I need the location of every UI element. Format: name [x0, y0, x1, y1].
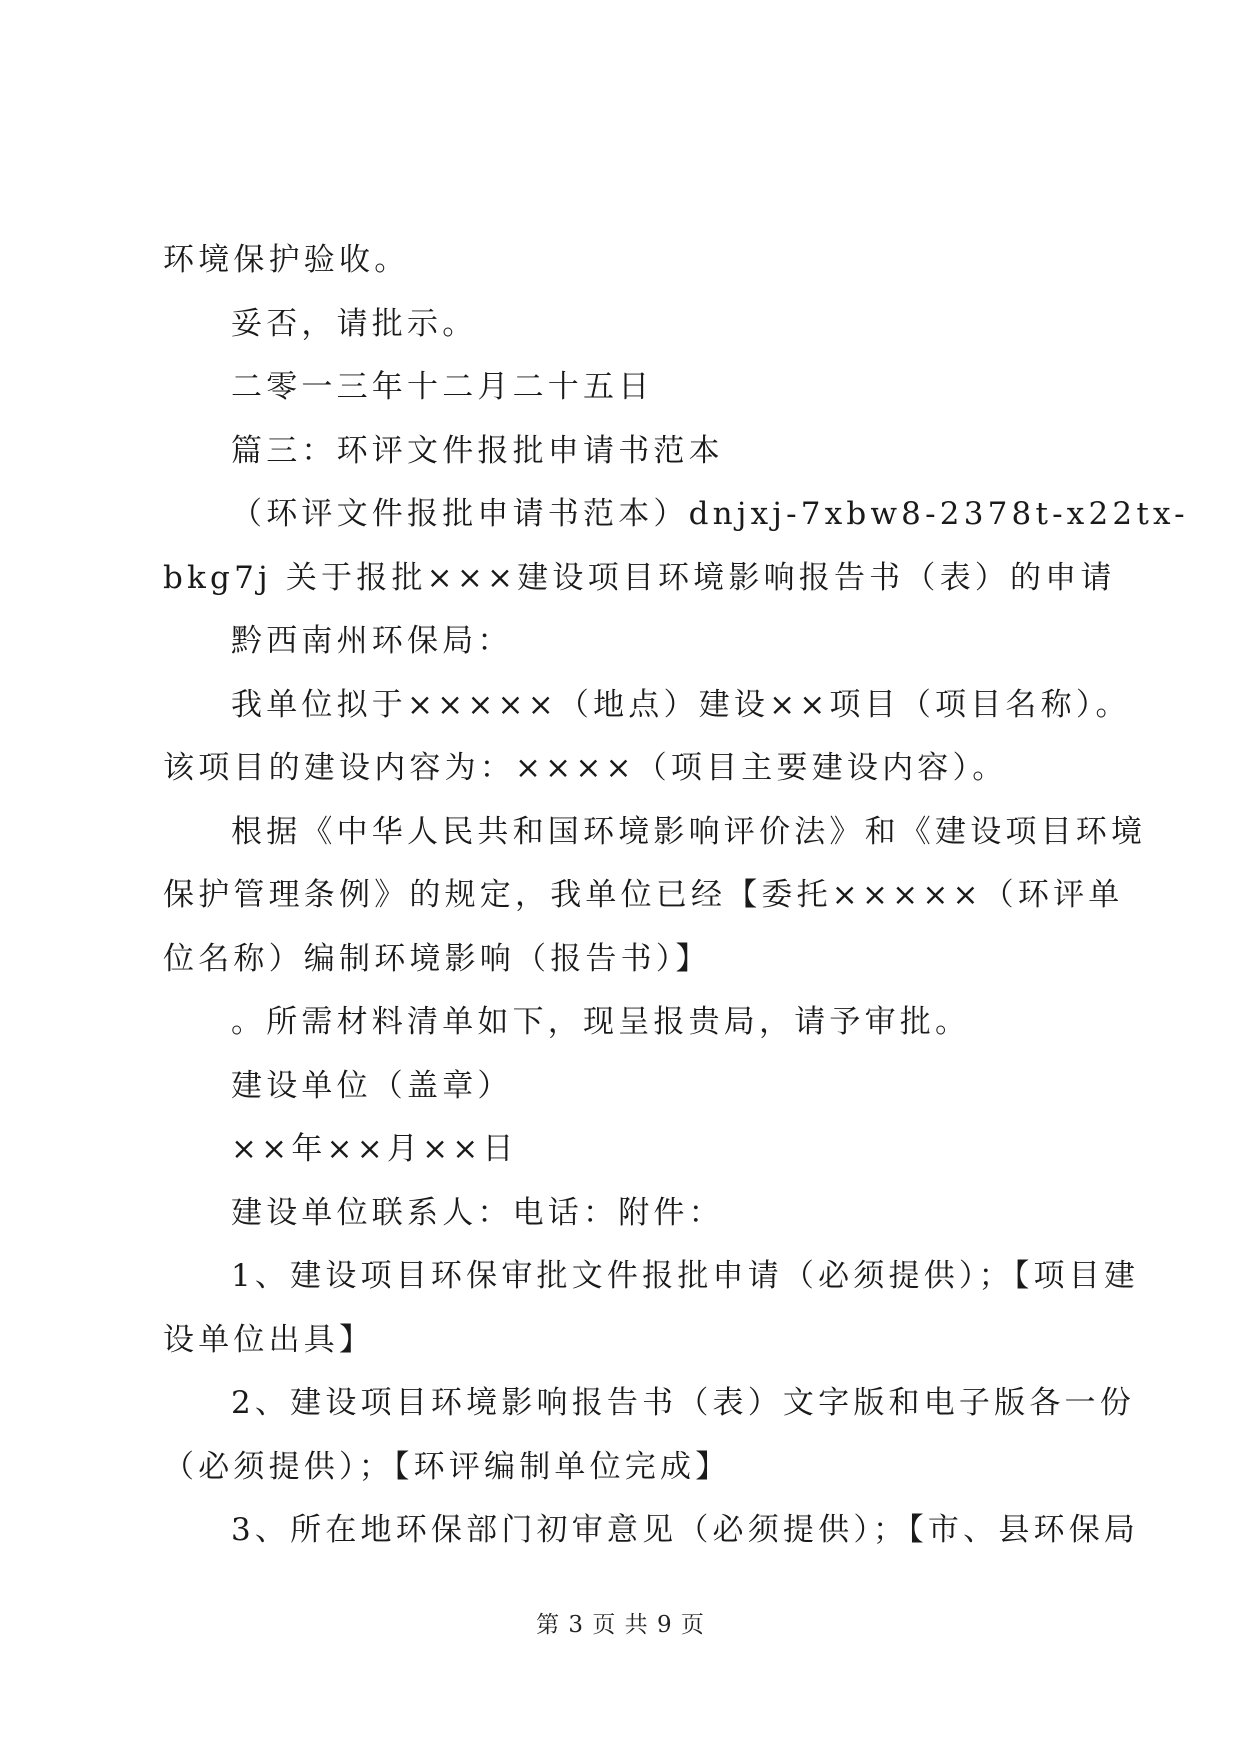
- body-line: 妥否，请批示。: [231, 305, 478, 342]
- list-item: 3、所在地环保部门初审意见（必须提供）；【市、县环保局: [231, 1512, 1140, 1548]
- date-line: ××年××月××日: [231, 1131, 518, 1167]
- list-item: 2、建设项目环境影响报告书（表）文字版和电子版各一份: [231, 1385, 1135, 1421]
- body-line: 我单位拟于×××××（地点）建设××项目（项目名称）。: [231, 686, 1131, 723]
- body-line: 位名称）编制环境影响（报告书）】: [163, 940, 711, 977]
- body-line: bkg7j 关于报批×××建设项目环境影响报告书（表）的申请: [163, 559, 1116, 596]
- body-line: 环境保护验收。: [163, 242, 410, 278]
- body-line: 保护管理条例》的规定，我单位已经【委托×××××（环评单: [163, 877, 1124, 913]
- contact-line: 建设单位联系人：电话：附件：: [231, 1194, 724, 1231]
- page-number-footer: 第 3 页 共 9 页: [536, 1612, 705, 1638]
- list-item-continuation: 设单位出具】: [163, 1321, 375, 1358]
- body-line: （环评文件报批申请书范本）dnjxj-7xbw8-2378t-x22tx-: [231, 496, 1189, 532]
- section-heading: 篇三：环评文件报批申请书范本: [231, 432, 724, 469]
- signature-line: 建设单位（盖章）: [231, 1067, 513, 1104]
- list-item: 1、建设项目环保审批文件报批申请（必须提供）；【项目建: [231, 1258, 1140, 1294]
- body-line: 。所需材料清单如下，现呈报贵局，请予审批。: [231, 1004, 971, 1040]
- addressee-line: 黔西南州环保局：: [231, 623, 513, 659]
- body-line: 该项目的建设内容为：××××（项目主要建设内容）。: [163, 750, 1008, 786]
- body-line: 二零一三年十二月二十五日: [231, 369, 654, 405]
- document-body: [163, 229, 1189, 1563]
- body-line: 根据《中华人民共和国环境影响评价法》和《建设项目环境: [231, 813, 1147, 850]
- list-item-continuation: （必须提供）；【环评编制单位完成】: [163, 1448, 731, 1485]
